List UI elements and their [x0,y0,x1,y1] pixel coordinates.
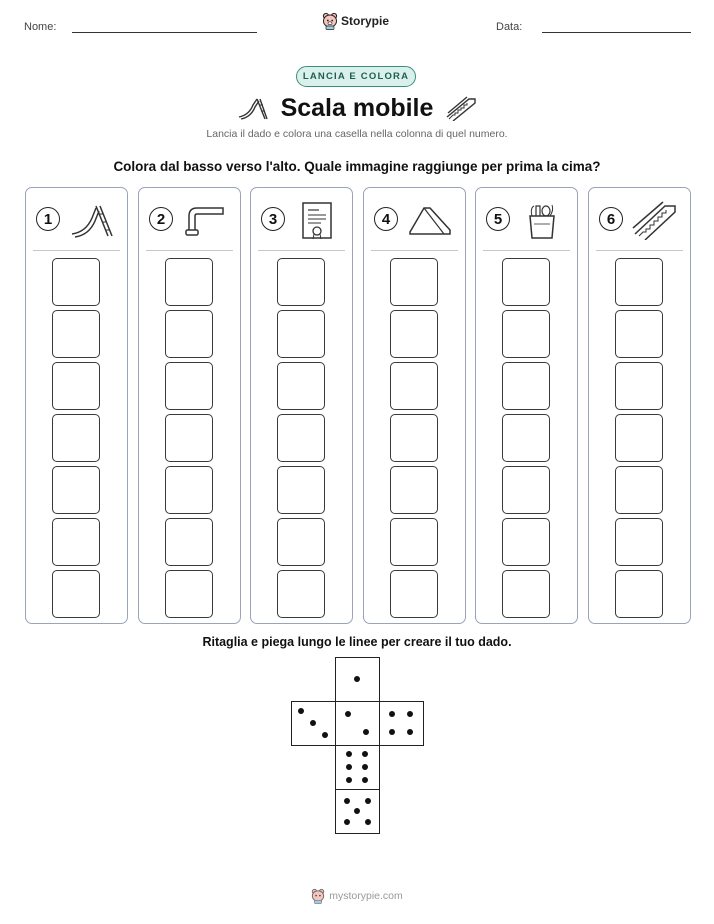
color-cell[interactable] [277,570,325,618]
die-pip [389,729,395,735]
die-pip [310,720,316,726]
die-pip [389,711,395,717]
die-face-1 [335,657,380,702]
bear-mascot-icon [322,12,338,30]
die-pip [365,798,371,804]
ramp-icon [406,200,454,240]
column-divider [146,250,233,251]
column-number: 6 [599,207,623,231]
color-cell[interactable] [615,310,663,358]
color-cell[interactable] [502,466,550,514]
page-title: Scala mobile [280,93,434,122]
color-cell[interactable] [52,414,100,462]
column-number: 5 [486,207,510,231]
column-number: 2 [149,207,173,231]
subtitle: Lancia il dado e colora una casella nella colonna di quel numero. [206,128,508,140]
color-cell[interactable] [165,570,213,618]
die-face-3 [291,701,336,746]
column-divider [596,250,683,251]
color-cell[interactable] [615,570,663,618]
color-cell[interactable] [52,310,100,358]
slide-icon [68,200,116,240]
cut-instruction: Ritaglia e piega lungo le linee per creare il tuo dado. [202,635,512,649]
color-cell[interactable] [390,362,438,410]
color-cell[interactable] [502,258,550,306]
color-cell[interactable] [390,258,438,306]
color-cell[interactable] [52,362,100,410]
color-cell[interactable] [615,518,663,566]
color-cell[interactable] [390,570,438,618]
column-number: 1 [36,207,60,231]
color-cell[interactable] [165,310,213,358]
die-pip [345,711,351,717]
certificate-icon [293,200,341,240]
die-pip [346,764,352,770]
title-row [0,92,714,124]
color-cell[interactable] [52,258,100,306]
color-cell[interactable] [165,466,213,514]
column-divider [371,250,458,251]
color-cell[interactable] [615,414,663,462]
instruction: Colora dal basso verso l'alto. Quale immagine raggiunge per prima la cima? [113,159,601,174]
color-cell[interactable] [165,414,213,462]
die-pip [362,751,368,757]
die-pip [362,764,368,770]
die-pip [298,708,304,714]
die-pip [363,729,369,735]
color-cell[interactable] [615,362,663,410]
column-number: 3 [261,207,285,231]
column-4 [363,187,466,624]
die-face-6 [335,745,380,790]
color-cell[interactable] [502,362,550,410]
column-header [251,188,352,250]
color-cell[interactable] [277,466,325,514]
color-cell[interactable] [165,362,213,410]
column-1 [25,187,128,624]
column-2 [138,187,241,624]
column-header [364,188,465,250]
brand-name: Storypie [341,14,390,28]
color-cell[interactable] [390,414,438,462]
column-6 [588,187,691,624]
grocery-bag-icon [518,200,566,240]
color-cell[interactable] [390,310,438,358]
die-pip [407,729,413,735]
escalator-icon [631,200,679,240]
date-label: Data: [496,21,523,33]
bear-mascot-icon [311,888,325,904]
color-cell[interactable] [615,258,663,306]
slide-icon [237,95,269,121]
die-pip [354,676,360,682]
color-cell[interactable] [277,414,325,462]
column-header [589,188,690,250]
column-5 [475,187,578,624]
color-cell[interactable] [502,570,550,618]
color-cell[interactable] [52,466,100,514]
activity-badge: LANCIA E COLORA [296,66,416,87]
column-divider [483,250,570,251]
color-cell[interactable] [615,466,663,514]
footer [0,887,714,905]
color-cell[interactable] [277,258,325,306]
die-pip [346,777,352,783]
column-header [139,188,240,250]
escalator-icon [445,95,477,121]
column-divider [33,250,120,251]
die-face-2 [335,701,380,746]
die-pip [344,819,350,825]
footer-url: mystorypie.com [329,890,403,902]
color-cell[interactable] [502,414,550,462]
brand-logo [322,12,389,30]
die-face-5 [335,789,380,834]
date-line [542,32,691,33]
column-divider [258,250,345,251]
column-header [476,188,577,250]
die-pip [365,819,371,825]
die-pip [407,711,413,717]
die-pip [344,798,350,804]
color-cell[interactable] [390,518,438,566]
name-line [72,32,257,33]
color-cell[interactable] [165,258,213,306]
name-label: Nome: [24,21,57,33]
color-cell[interactable] [502,310,550,358]
color-cell[interactable] [390,466,438,514]
column-number: 4 [374,207,398,231]
railing-pipe-icon [181,200,229,240]
die-pip [346,751,352,757]
die-face-4 [379,701,424,746]
column-3 [250,187,353,624]
die-pip [354,808,360,814]
column-header [26,188,127,250]
color-cell[interactable] [52,570,100,618]
color-cell[interactable] [277,518,325,566]
color-cell[interactable] [165,518,213,566]
color-cell[interactable] [52,518,100,566]
color-cell[interactable] [277,310,325,358]
die-pip [362,777,368,783]
color-cell[interactable] [277,362,325,410]
color-cell[interactable] [502,518,550,566]
die-pip [322,732,328,738]
